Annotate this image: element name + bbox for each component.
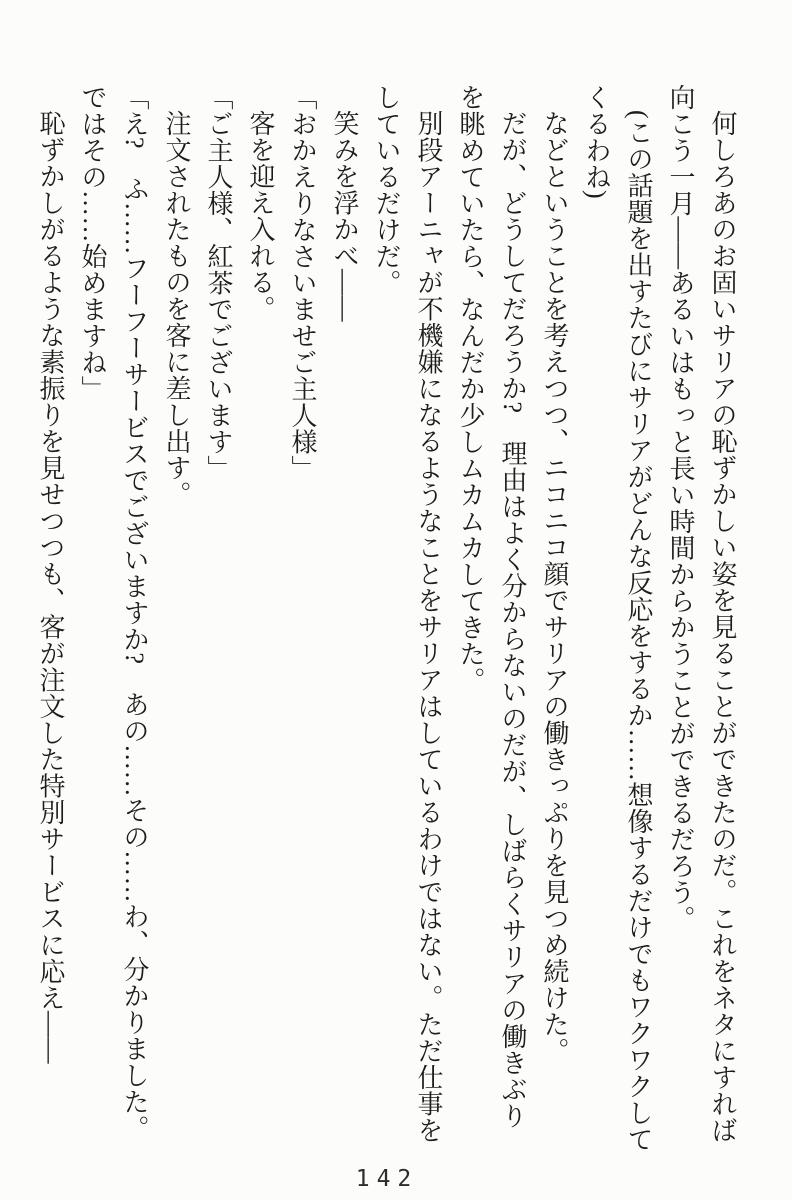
text-line: くるわね) xyxy=(582,84,611,200)
text-line: ではその……始めますね」 xyxy=(78,84,107,402)
text-line: 「おかえりなさいませご主人様」 xyxy=(288,84,317,482)
page-text-block xyxy=(29,84,743,1164)
text-line: 注文されたものを客に差し出す。 xyxy=(162,110,191,508)
page-number: 142 xyxy=(355,1166,419,1192)
text-line: 「え? ふ……フーフーサービスでございますか? あの……その……わ、分かりました。 xyxy=(120,84,149,1142)
text-line: 別段アーニャが不機嫌になるようなことをサリアはしているわけではない。ただ仕事を xyxy=(414,110,443,1144)
text-line: 何しろあのお固いサリアの恥ずかしい姿を見ることができたのだ。これをネタにすれば xyxy=(708,110,737,1144)
text-line: 笑みを浮かべ―― xyxy=(330,110,359,322)
text-line: 向こう一月――あるいはもっと長い時間からかうことができるだろう。 xyxy=(666,84,695,932)
text-line: (この話題を出すたびにサリアがどんな反応をするか……想像するだけでもワクワクして xyxy=(624,110,653,1153)
text-line: だが、どうしてだろうか? 理由はよく分からないのだが、しばらくサリアの働きぶり xyxy=(498,110,527,1130)
text-line: などということを考えつつ、ニコニコ顔でサリアの働きっぷりを見つめ続けた。 xyxy=(540,110,569,1064)
text-line: しているだけだ。 xyxy=(372,84,401,296)
text-line: を眺めていたら、なんだか少しムカムカしてきた。 xyxy=(456,84,485,694)
text-line: 客を迎え入れる。 xyxy=(246,110,275,322)
text-line: 恥ずかしがるような素振りを見せつつも、客が注文した特別サービスに応え―― xyxy=(36,110,65,1064)
text-line: 「ご主人様、紅茶でございます」 xyxy=(204,84,233,482)
